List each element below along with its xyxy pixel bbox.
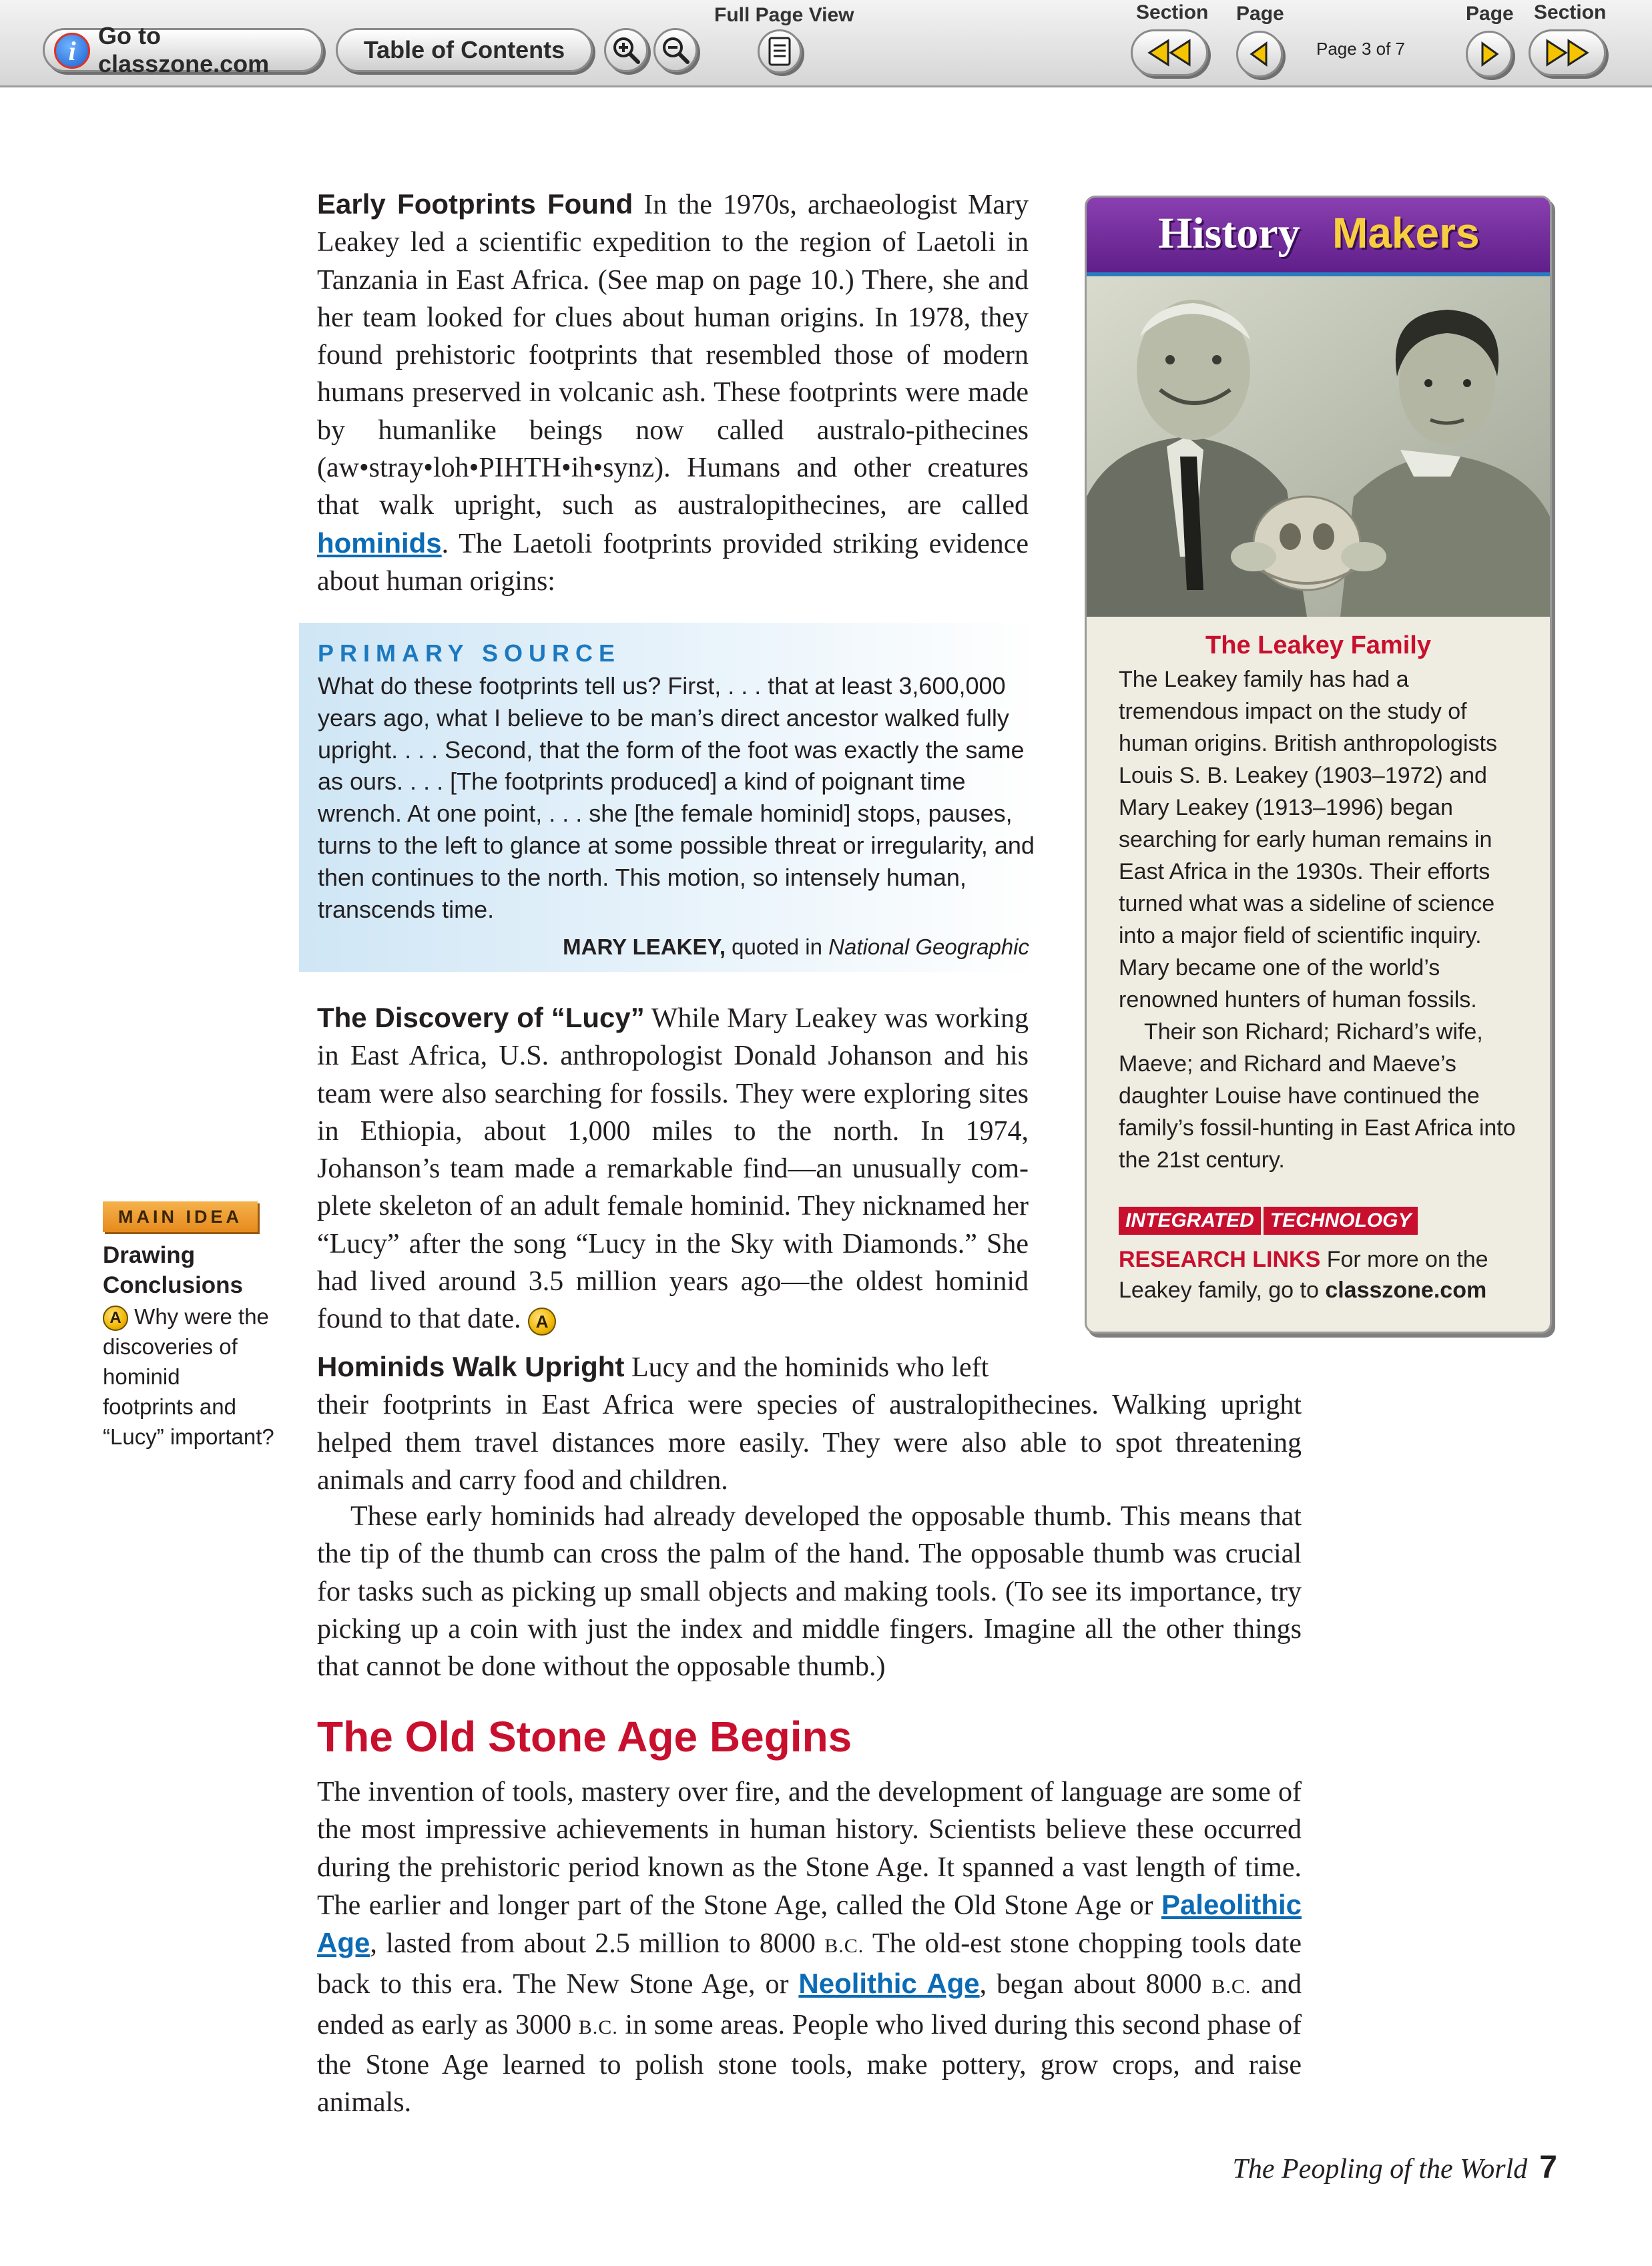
footer-title: The Peopling of the World bbox=[1232, 2154, 1528, 2185]
run-in-head: Hominids Walk Upright bbox=[317, 1351, 625, 1382]
history-makers-text bbox=[1119, 663, 1533, 1176]
history-makers-name: The Leakey Family bbox=[1205, 631, 1431, 659]
body-text: their footprints in East Africa were species of australopithecines. Walking upright helped them travel distances more easily. They were also able to spot threatening animals and carry food and children. bbox=[317, 1390, 1302, 1496]
section-next-label: Section bbox=[1534, 1, 1607, 23]
integrated-label: INTEGRATED bbox=[1119, 1207, 1261, 1235]
section-prev-label: Section bbox=[1136, 1, 1209, 23]
double-left-arrow-icon bbox=[1143, 38, 1196, 67]
keyword-neolithic-link[interactable]: Neolithic Age bbox=[798, 1968, 980, 2000]
run-in-head: The Discovery of “Lucy” bbox=[317, 1002, 645, 1033]
paragraph-hominids-walk bbox=[317, 1348, 1302, 1499]
keyword-hominids-link[interactable]: hominids bbox=[317, 527, 442, 559]
info-icon: i bbox=[54, 33, 90, 69]
era-abbrev: B.C. bbox=[1211, 1976, 1252, 1998]
history-makers-title-accent: Makers bbox=[1332, 209, 1480, 257]
page-view-icon bbox=[766, 36, 793, 67]
page-prev-label: Page bbox=[1236, 3, 1284, 25]
question-text: Why were the discoveries of hominid footprints and “Lucy” important? bbox=[103, 1304, 274, 1449]
toolbar bbox=[0, 0, 1652, 87]
integrated-technology-tag bbox=[1119, 1207, 1418, 1235]
keyword-paleolithic-link[interactable]: Paleolithic Age bbox=[317, 1888, 1302, 1959]
history-makers-header bbox=[1087, 198, 1550, 276]
full-page-view-label: Full Page View bbox=[714, 4, 854, 26]
next-section-button[interactable] bbox=[1529, 29, 1606, 76]
primary-source-citation bbox=[563, 934, 1029, 960]
primary-source-label: PRIMARY SOURCE bbox=[318, 639, 621, 667]
body-text: The old-est stone chopping tools date back to this era. The New Stone Age, or bbox=[317, 1928, 1302, 2000]
era-abbrev: B.C. bbox=[578, 2016, 618, 2038]
leakey-family-photo bbox=[1087, 276, 1550, 617]
paragraph-lucy bbox=[317, 999, 1029, 1338]
main-idea-title-line: Drawing bbox=[103, 1242, 196, 1268]
classzone-button[interactable] bbox=[43, 22, 323, 77]
cite-name: MARY LEAKEY, bbox=[563, 934, 726, 959]
full-page-view-button[interactable] bbox=[758, 29, 802, 73]
page-indicator: Page 3 of 7 bbox=[1316, 39, 1405, 59]
toc-button[interactable] bbox=[336, 28, 593, 72]
paragraph-early-footprints bbox=[317, 186, 1029, 600]
page-footer bbox=[1233, 2149, 1557, 2186]
zoom-out-button[interactable] bbox=[653, 28, 698, 72]
classzone-link[interactable]: classzone.com bbox=[1325, 1278, 1487, 1303]
left-arrow-icon bbox=[1245, 39, 1274, 69]
research-links-heading: RESEARCH LINKS bbox=[1119, 1247, 1321, 1272]
double-right-arrow-icon bbox=[1541, 38, 1594, 67]
main-idea-question bbox=[103, 1302, 276, 1452]
next-page-button[interactable] bbox=[1466, 31, 1512, 77]
run-in-head: Early Footprints Found bbox=[317, 188, 633, 220]
cite-mid: quoted in bbox=[726, 934, 829, 959]
prev-section-button[interactable] bbox=[1131, 29, 1208, 76]
prev-page-button[interactable] bbox=[1236, 31, 1283, 77]
toc-label: Table of Contents bbox=[363, 36, 565, 63]
body-text: While Mary Leakey was working in East Africa, U.S. anthropologist Donald Johanson and his team were also searching for fossils. They were exploring sites in Ethiopia, about 1,000 miles to the north. In 1974, Johanson’s team made a remarkable find—an unusually com-plete skeleton of an adult female hominid. They nicknamed her “Lucy” after the song “Lucy in the Sky with Diamonds.” She had lived around 3.5 million years ago—the oldest hominid found to that date. bbox=[317, 1003, 1029, 1335]
main-idea-badge[interactable]: A bbox=[528, 1308, 556, 1336]
page-number: 7 bbox=[1539, 2150, 1557, 2185]
classzone-label: Go to classzone.com bbox=[98, 22, 270, 77]
body-text: , began about 8000 bbox=[979, 1969, 1212, 2000]
section-heading: The Old Stone Age Begins bbox=[317, 1713, 852, 1761]
cite-source: National Geographic bbox=[828, 934, 1029, 959]
history-makers-title: History bbox=[1158, 209, 1300, 258]
history-makers-paragraph: Their son Richard; Richard’s wife, Maeve; and Richard and Maeve’s daughter Louise have continued the family’s fossil-hunting in East Africa into the 21st century. bbox=[1119, 1019, 1516, 1173]
body-text: . The Laetoli footprints provided striking evidence about human origins: bbox=[317, 528, 1029, 597]
main-idea-title-line: Conclusions bbox=[103, 1272, 244, 1298]
main-idea-badge[interactable]: A bbox=[103, 1306, 128, 1331]
research-links bbox=[1119, 1244, 1546, 1306]
zoom-out-icon bbox=[659, 34, 692, 66]
paragraph-opposable-thumb: These early hominids had already developed the opposable thumb. This means that the tip of the thumb can cross the palm of the hand. The opposable thumb was crucial for tasks such as picking up small objects and making tools. (To see its importance, try picking up a coin with just the index and middle fingers. Imagine all the other things that cannot be done without the opposable thumb.) bbox=[317, 1501, 1302, 1683]
zoom-in-button[interactable] bbox=[604, 28, 648, 72]
paragraph-old-stone-age bbox=[317, 1773, 1302, 2122]
page-next-label: Page bbox=[1466, 3, 1514, 25]
research-links-text: For more on the Leakey family, go to bbox=[1119, 1247, 1488, 1303]
technology-label: TECHNOLOGY bbox=[1264, 1207, 1418, 1235]
primary-source-quote: What do these footprints tell us? First, . . . that at least 3,600,000 years ago, what I believe to be man’s direct ancestor walked fully upright. . . . Second, that the form of the foot was exactly the same as ours. . . . [The footprints produced] a kind of poignant time wrench. At one point, . . . she [the female hominid] stops, pauses, turns to the left to glance at some possible threat or irregularity, and then continues to the north. This motion, so intensely human, transcends time. bbox=[318, 672, 1035, 923]
history-makers-panel bbox=[1085, 196, 1552, 1334]
history-makers-paragraph: The Leakey family has had a tremendous impact on the study of human origins. British anthropologists Louis S. B. Leakey (1903–1972) and Mary Leakey (1913–1996) began searching for early human remains in East Africa in the 1930s. Their efforts turned what was a sideline of science into a major field of scientific inquiry. Mary became one of the world’s renowned hunters of human fossils. bbox=[1119, 667, 1497, 1013]
right-arrow-icon bbox=[1474, 39, 1504, 69]
body-text: in some areas. People who lived during this second phase of the Stone Age learned to polish stone tools, make pottery, grow crops, and raise animals. bbox=[317, 2009, 1302, 2118]
body-text: and ended as early as 3000 bbox=[317, 1969, 1302, 2040]
era-abbrev: B.C. bbox=[824, 1935, 864, 1958]
body-text: In the 1970s, archaeologist Mary Leakey led a scientific expedition to the region of Laetoli in Tanzania in East Africa. (See map on page 10.) There, she and her team looked for clues about human origins. In 1978, they found prehistoric footprints that resembled those of modern humans preserved in volcanic ash. These footprints were made by humanlike beings now called australo-pithecines (aw•stray•loh•PIHTH•ih•synz). Humans and other creatures that walk upright, such as australopithecines, are called bbox=[317, 190, 1029, 521]
body-text: The invention of tools, mastery over fire, and the development of language are some of the most impressive achievements in human history. Scientists believe these occurred during the prehistoric period known as the Stone Age. It spanned a vast length of time. The earlier and longer part of the Stone Age, called the Old Stone Age or bbox=[317, 1777, 1302, 1921]
zoom-in-icon bbox=[610, 34, 642, 66]
main-idea-tag: MAIN IDEA bbox=[103, 1201, 258, 1232]
main-idea-title bbox=[103, 1240, 243, 1300]
body-text: Lucy and the hominids who left bbox=[624, 1352, 989, 1383]
body-text: , lasted from about 2.5 million to 8000 bbox=[370, 1928, 825, 1960]
